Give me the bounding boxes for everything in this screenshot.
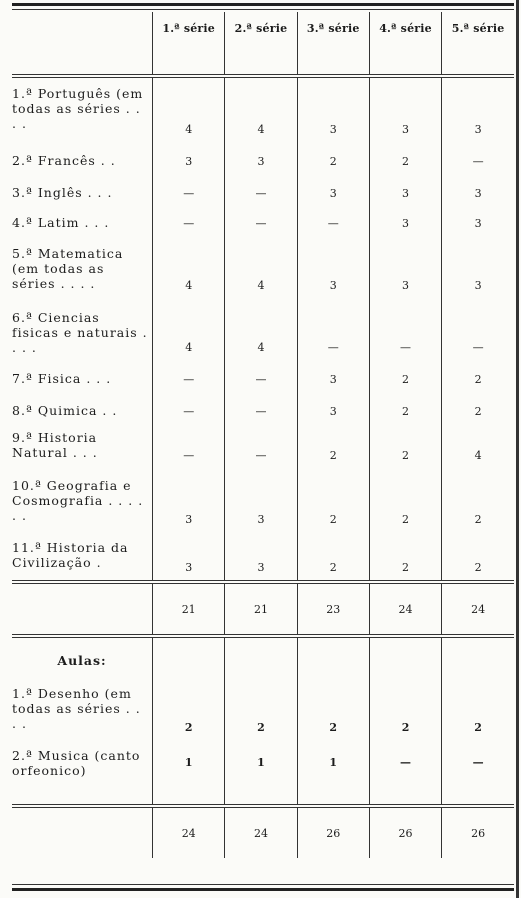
cell: 3 xyxy=(153,468,225,532)
table-row xyxy=(12,532,514,582)
cell: 2 xyxy=(442,532,514,582)
cell xyxy=(442,636,514,668)
cell xyxy=(369,636,441,668)
table-row xyxy=(12,392,514,424)
header-serie-2: 2.ª série xyxy=(225,12,297,76)
subject-portugues: 1.ª Português (em todas as séries . . . . xyxy=(12,76,153,142)
cell: 2 xyxy=(369,424,441,468)
cell: — xyxy=(442,142,514,174)
cell: 3 xyxy=(225,532,297,582)
header-serie-3: 3.ª série xyxy=(297,12,369,76)
cell: 1 xyxy=(297,740,369,806)
cell: 3 xyxy=(297,236,369,298)
subtotal-cell: 24 xyxy=(442,582,514,636)
bottom-double-rule xyxy=(12,884,514,891)
total-cell: 26 xyxy=(442,806,514,858)
table-row xyxy=(12,142,514,174)
cell: — xyxy=(442,298,514,360)
cell: 2 xyxy=(369,532,441,582)
header-blank xyxy=(12,12,153,76)
cell: 2 xyxy=(369,392,441,424)
table-row xyxy=(12,360,514,392)
cell: 3 xyxy=(369,174,441,206)
subject-geografia: 10.ª Geografia e Cosmografia . . . . . . xyxy=(12,468,153,532)
table-row xyxy=(12,174,514,206)
cell xyxy=(225,636,297,668)
cell: — xyxy=(369,740,441,806)
table-row xyxy=(12,76,514,142)
cell: 2 xyxy=(442,360,514,392)
subject-latim: 4.ª Latim . . . xyxy=(12,206,153,236)
cell: 3 xyxy=(225,468,297,532)
subject-frances: 2.ª Francês . . xyxy=(12,142,153,174)
cell: 2 xyxy=(369,360,441,392)
header-serie-4: 4.ª série xyxy=(369,12,441,76)
cell: — xyxy=(297,206,369,236)
table-row xyxy=(12,740,514,806)
cell: 3 xyxy=(369,206,441,236)
subject-fisica: 7.ª Fisica . . . xyxy=(12,360,153,392)
header-row xyxy=(12,12,514,76)
top-double-rule xyxy=(12,3,514,10)
cell: 3 xyxy=(442,174,514,206)
cell: — xyxy=(225,360,297,392)
cell: 3 xyxy=(225,142,297,174)
cell: — xyxy=(369,298,441,360)
subtotal-cell: 21 xyxy=(153,582,225,636)
schedule-table xyxy=(12,12,514,858)
cell: 3 xyxy=(369,236,441,298)
cell: — xyxy=(225,392,297,424)
cell: 2 xyxy=(153,668,225,740)
cell: 2 xyxy=(369,142,441,174)
cell: 2 xyxy=(297,668,369,740)
aula-musica: 2.ª Musica (canto orfeonico) xyxy=(12,740,153,806)
aulas-heading-row xyxy=(12,636,514,668)
total-row xyxy=(12,806,514,858)
subtotal-row xyxy=(12,582,514,636)
cell: 3 xyxy=(153,532,225,582)
subject-ingles: 3.ª Inglês . . . xyxy=(12,174,153,206)
subject-ciencias: 6.ª Ciencias fisicas e naturais . . . . xyxy=(12,298,153,360)
total-cell: 24 xyxy=(225,806,297,858)
subtotal-cell: 23 xyxy=(297,582,369,636)
table-row xyxy=(12,298,514,360)
cell xyxy=(153,636,225,668)
cell: 4 xyxy=(225,76,297,142)
total-cell: 24 xyxy=(153,806,225,858)
cell: — xyxy=(153,360,225,392)
cell: — xyxy=(225,424,297,468)
right-edge-rule xyxy=(516,0,519,898)
cell: — xyxy=(225,206,297,236)
cell xyxy=(297,636,369,668)
cell: 2 xyxy=(442,668,514,740)
cell: 1 xyxy=(225,740,297,806)
cell: 2 xyxy=(369,468,441,532)
total-cell: 26 xyxy=(297,806,369,858)
cell: 2 xyxy=(369,668,441,740)
cell: 3 xyxy=(297,174,369,206)
cell: 3 xyxy=(297,392,369,424)
cell: 4 xyxy=(225,298,297,360)
cell: 4 xyxy=(153,76,225,142)
cell: 4 xyxy=(153,236,225,298)
cell: 3 xyxy=(442,76,514,142)
header-serie-5: 5.ª série xyxy=(442,12,514,76)
cell: 3 xyxy=(297,76,369,142)
table-row xyxy=(12,468,514,532)
total-cell: 26 xyxy=(369,806,441,858)
aulas-heading: Aulas: xyxy=(12,636,153,668)
cell: — xyxy=(153,392,225,424)
cell: 2 xyxy=(442,468,514,532)
subject-matematica: 5.ª Matematica (em todas as séries . . . . xyxy=(12,236,153,298)
subject-historia-natural: 9.ª Historia Natural . . . xyxy=(12,424,153,468)
cell: — xyxy=(153,206,225,236)
cell: — xyxy=(297,298,369,360)
table-row xyxy=(12,668,514,740)
subject-historia-civilizacao: 11.ª Historia da Civilização . xyxy=(12,532,153,582)
table-row xyxy=(12,206,514,236)
cell: 3 xyxy=(442,206,514,236)
subtotal-label-blank xyxy=(12,582,153,636)
cell: 4 xyxy=(153,298,225,360)
cell: 3 xyxy=(297,360,369,392)
cell: 2 xyxy=(297,468,369,532)
cell: 3 xyxy=(369,76,441,142)
total-label-blank xyxy=(12,806,153,858)
table-row xyxy=(12,424,514,468)
subtotal-cell: 24 xyxy=(369,582,441,636)
cell: 3 xyxy=(442,236,514,298)
cell: 3 xyxy=(153,142,225,174)
cell: 2 xyxy=(225,668,297,740)
cell: — xyxy=(442,740,514,806)
aula-desenho: 1.ª Desenho (em todas as séries . . . . xyxy=(12,668,153,740)
cell: — xyxy=(153,174,225,206)
cell: — xyxy=(225,174,297,206)
cell: 2 xyxy=(297,142,369,174)
cell: 2 xyxy=(297,532,369,582)
cell: — xyxy=(153,424,225,468)
cell: 2 xyxy=(442,392,514,424)
table-row xyxy=(12,236,514,298)
cell: 4 xyxy=(442,424,514,468)
cell: 4 xyxy=(225,236,297,298)
subject-quimica: 8.ª Quimica . . xyxy=(12,392,153,424)
subtotal-cell: 21 xyxy=(225,582,297,636)
cell: 1 xyxy=(153,740,225,806)
cell: 2 xyxy=(297,424,369,468)
header-serie-1: 1.ª série xyxy=(153,12,225,76)
